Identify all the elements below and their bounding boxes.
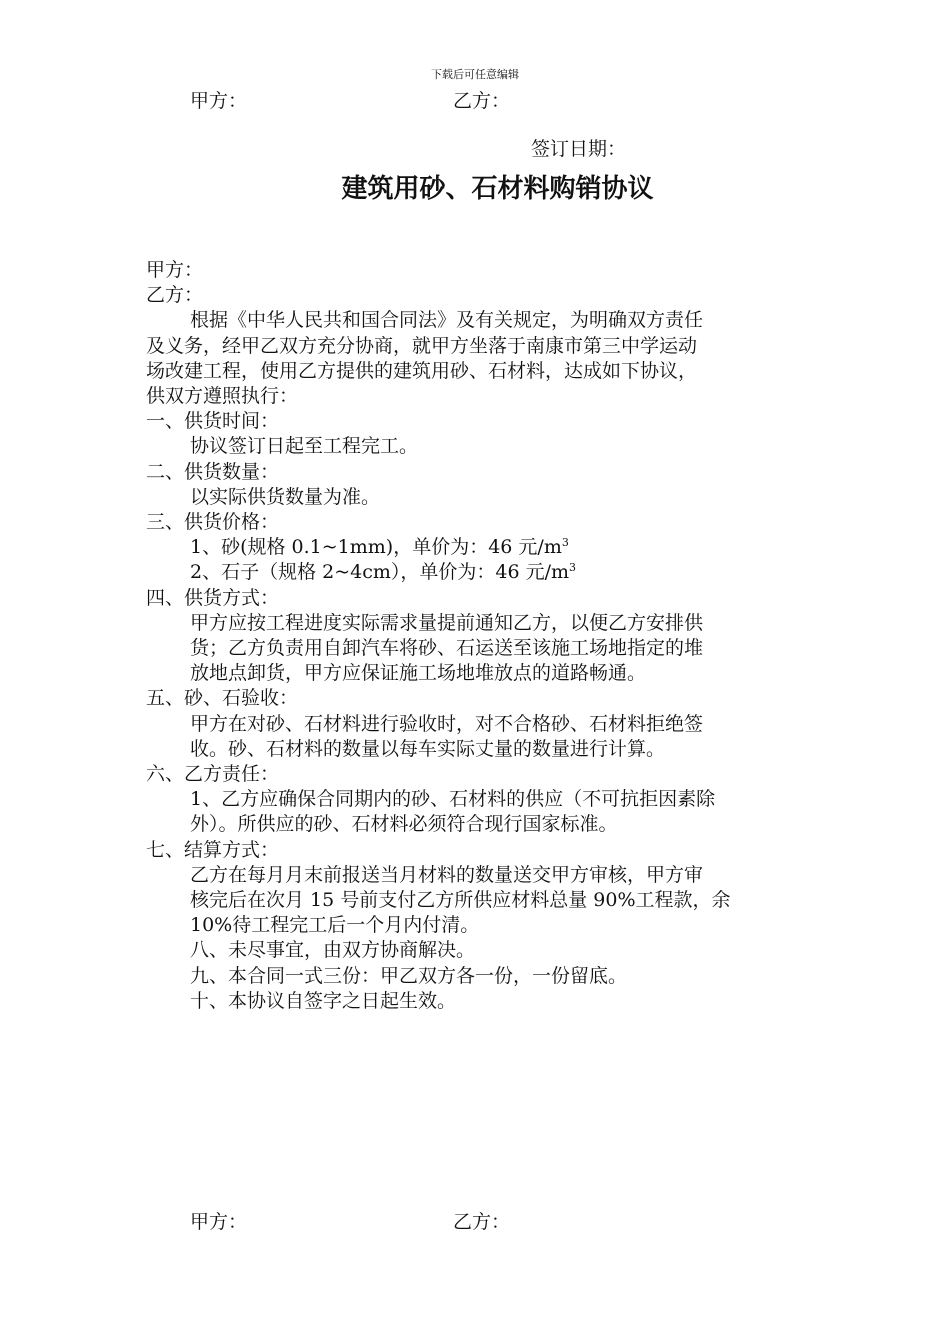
price-item-stone-text: 2、石子（规格 2~4cm），单价为：46 元/m [190, 561, 570, 584]
section-line: 1、乙方应确保合同期内的砂、石材料的供应（不可抗拒因素除 [190, 788, 716, 811]
section-heading-settlement: 七、结算方式： [146, 838, 280, 861]
top-party-b-label: 乙方： [453, 90, 511, 112]
section-heading-supply-time: 一、供货时间： [146, 410, 280, 433]
agreement-body [146, 258, 811, 1014]
cubic-superscript: 3 [561, 536, 569, 550]
closing-line: 九、本合同一式三份：甲乙双方各一份，一份留底。 [190, 964, 628, 987]
intro-line: 供双方遵照执行： [146, 385, 299, 408]
section-line: 货；乙方负责用自卸汽车将砂、石运送至该施工场地指定的堆 [190, 637, 704, 660]
section-line: 乙方在每月月末前报送当月材料的数量送交甲方审核，甲方审 [190, 863, 704, 886]
section-line: 外）。所供应的砂、石材料必须符合现行国家标准。 [190, 813, 618, 836]
section-heading-acceptance: 五、砂、石验收： [146, 687, 299, 710]
intro-line: 场改建工程，使用乙方提供的建筑用砂、石材料，达成如下协议， [146, 359, 698, 382]
intro-line: 及义务，经甲乙双方充分协商，就甲方坐落于南康市第三中学运动 [146, 334, 698, 357]
sign-date-label: 签订日期： [531, 138, 627, 160]
party-a-line: 甲方： [146, 259, 204, 281]
section-line: 放地点卸货，甲方应保证施工场地堆放点的道路畅通。 [190, 662, 647, 685]
section-heading-supply-quantity: 二、供货数量： [146, 460, 280, 483]
section-heading-supply-price: 三、供货价格： [146, 511, 280, 534]
intro-line: 根据《中华人民共和国合同法》及有关规定，为明确双方责任 [190, 309, 704, 332]
header-note: 下载后可任意编辑 [431, 68, 519, 81]
section-heading-party-b-duty: 六、乙方责任： [146, 763, 280, 786]
section-line: 甲方在对砂、石材料进行验收时，对不合格砂、石材料拒绝签 [190, 712, 704, 735]
bottom-party-a-label: 甲方： [190, 1211, 248, 1233]
section-line: 以实际供货数量为准。 [190, 485, 381, 508]
party-b-line: 乙方： [146, 284, 204, 307]
document-title: 建筑用砂、石材料购销协议 [341, 174, 654, 204]
bottom-party-b-label: 乙方： [453, 1211, 511, 1233]
top-party-a-label: 甲方： [190, 90, 248, 112]
closing-line: 八、未尽事宜，由双方协商解决。 [190, 939, 476, 962]
section-line: 10%待工程完工后一个月内付清。 [190, 914, 480, 937]
section-line: 协议签订日起至工程完工。 [190, 435, 419, 458]
section-line: 收。砂、石材料的数量以每车实际丈量的数量进行计算。 [190, 737, 666, 760]
price-item-sand [146, 535, 811, 560]
section-heading-supply-method: 四、供货方式： [146, 586, 280, 609]
cubic-superscript: 3 [569, 561, 577, 575]
section-line: 核完后在次月 15 号前支付乙方所供应材料总量 90%工程款，余 [190, 889, 731, 912]
price-item-stone [146, 560, 811, 585]
section-line: 甲方应按工程进度实际需求量提前通知乙方，以便乙方安排供 [190, 611, 704, 634]
price-item-sand-text: 1、砂(规格 0.1~1mm)，单价为：46 元/m [190, 536, 562, 559]
closing-line: 十、本协议自签字之日起生效。 [190, 989, 457, 1012]
